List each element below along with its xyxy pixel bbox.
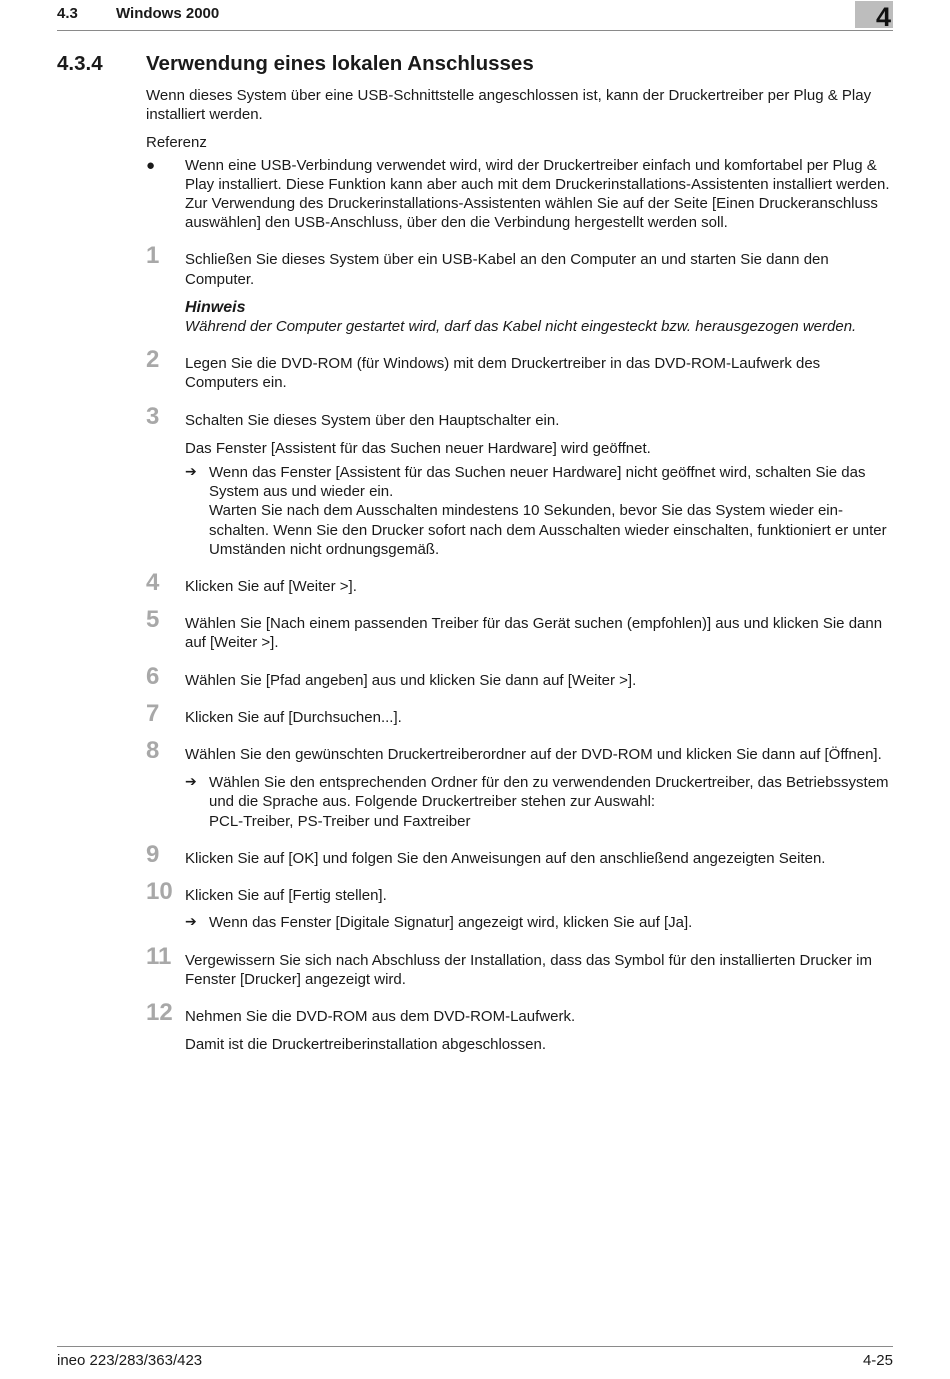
arrow-item-text-continued: PCL-Treiber, PS-Treiber und Faxtreiber [209,812,471,830]
step-9 [146,840,894,868]
page-content [146,86,894,1054]
step-number: 7 [146,699,160,727]
step-number: 3 [146,402,160,430]
step-12 [146,998,894,1054]
step-text: Nehmen Sie die DVD-ROM aus dem DVD-ROM-Laufwerk. [185,1007,576,1025]
step-1 [146,242,894,336]
hint-note [185,298,894,336]
arrow-item [185,773,894,831]
step-text: Schalten Sie dieses System über den Hauptschalter ein. [185,411,560,429]
step-number: 2 [146,346,160,374]
footer-page-number: 4-25 [862,1352,893,1369]
step-3 [146,402,894,559]
reference-bullet [146,156,894,233]
step-text: Wählen Sie [Nach einem passenden Treiber für das Gerät suchen (empfohlen)] aus und klicken Sie dann auf [Weiter >]. [185,615,883,652]
step-5 [146,606,894,652]
step-subtext: Damit ist die Druckertreiberinstallation abgeschlossen. [185,1036,546,1054]
arrow-right-icon: ➔ [185,774,197,791]
step-text: Klicken Sie auf [Weiter >]. [185,578,357,596]
page-header [57,0,893,31]
chapter-tab [855,1,893,32]
arrow-item-text: Wenn das Fenster [Digitale Signatur] angezeigt wird, klicken Sie auf [Ja]. [209,914,693,932]
reference-label: Referenz [146,134,207,152]
section-heading [57,52,897,76]
step-text: Klicken Sie auf [Durchsuchen...]. [185,708,402,726]
page-footer [57,1346,893,1369]
bullet-icon: ● [146,156,156,174]
step-6 [146,662,894,690]
hint-title: Hinweis [185,298,246,316]
step-number: 11 [146,942,172,970]
step-10 [146,878,894,932]
step-text: Klicken Sie auf [Fertig stellen]. [185,887,387,905]
step-text: Schließen Sie dieses System über ein USB-Kabel an den Computer an und starten Sie dann den Computer. [185,251,829,288]
step-number: 5 [146,606,160,634]
footer-model: ineo 223/283/363/423 [57,1352,203,1369]
arrow-item-text: Wählen Sie den entsprechenden Ordner für den zu verwendenden Druckertreiber, das Betriebssystem und die Sprache aus. Folgende Druckertreiber stehen zur Auswahl: [209,774,889,811]
step-number: 4 [146,569,160,597]
arrow-item [185,463,894,559]
arrow-item-text: Wenn das Fenster [Assistent für das Suchen neuer Hardware] nicht geöffnet wird, schalten Sie das System aus und wieder ein. [209,464,866,501]
step-2 [146,346,894,392]
arrow-right-icon: ➔ [185,464,197,481]
step-number: 6 [146,662,160,690]
step-text: Wählen Sie [Pfad angeben] aus und klicken Sie dann auf [Weiter >]. [185,671,637,689]
step-8 [146,737,894,831]
section-title: Verwendung eines lokalen Anschlusses [146,52,534,75]
step-subtext: Das Fenster [Assistent für das Suchen neuer Hardware] wird geöffnet. [185,439,651,457]
step-7 [146,699,894,727]
header-section-title: Windows 2000 [116,5,220,22]
section-number: 4.3.4 [57,52,103,75]
arrow-item-text-continued: Warten Sie nach dem Ausschalten mindestens 10 Sekunden, bevor Sie das System wieder ein-schalten. Wenn Sie den Drucker sofort nach dem Ausschalten wieder einschalten, funktioniert er unter Umständen nicht ordnungsgemäß. [209,502,887,558]
step-text: Wählen Sie den gewünschten Druckertreiberordner auf der DVD-ROM und klicken Sie dann auf [Öffnen]. [185,746,882,764]
step-number: 1 [146,242,160,270]
step-text: Klicken Sie auf [OK] und folgen Sie den Anweisungen auf den anschließend angezeigten Seiten. [185,849,826,867]
hint-text: Während der Computer gestartet wird, darf das Kabel nicht eingesteckt bzw. herausgezogen werden. [185,318,857,336]
step-text: Vergewissern Sie sich nach Abschluss der Installation, dass das Symbol für den installierten Drucker im Fenster [Drucker] angezeigt wird. [185,951,872,988]
header-section-number: 4.3 [57,5,78,22]
step-number: 8 [146,737,160,765]
step-11 [146,942,894,989]
step-number: 12 [146,998,173,1026]
step-number: 9 [146,840,160,868]
step-text: Legen Sie die DVD-ROM (für Windows) mit dem Druckertreiber in das DVD-ROM-Laufwerk des Computers ein. [185,355,821,392]
step-4 [146,569,894,597]
arrow-item [185,913,894,932]
step-number: 10 [146,878,173,906]
intro-paragraph: Wenn dieses System über eine USB-Schnittstelle angeschlossen ist, kann der Druckertreiber per Plug & Play installiert werden. [146,87,872,124]
reference-bullet-text: Wenn eine USB-Verbindung verwendet wird, wird der Druckertreiber einfach und komfortabel per Plug & Play installiert. Diese Funktion kann aber auch mit dem Druckerinstallations-Assistenten installiert werden. Zur Verwendung des Druckerinstallations-Assistenten wählen Sie auf der Seite [Einen Druckeranschluss auswählen] den USB-Anschluss, über den die Verbindung hergestellt werden soll. [185,156,890,232]
arrow-right-icon: ➔ [185,914,197,931]
chapter-number: 4 [875,2,891,32]
